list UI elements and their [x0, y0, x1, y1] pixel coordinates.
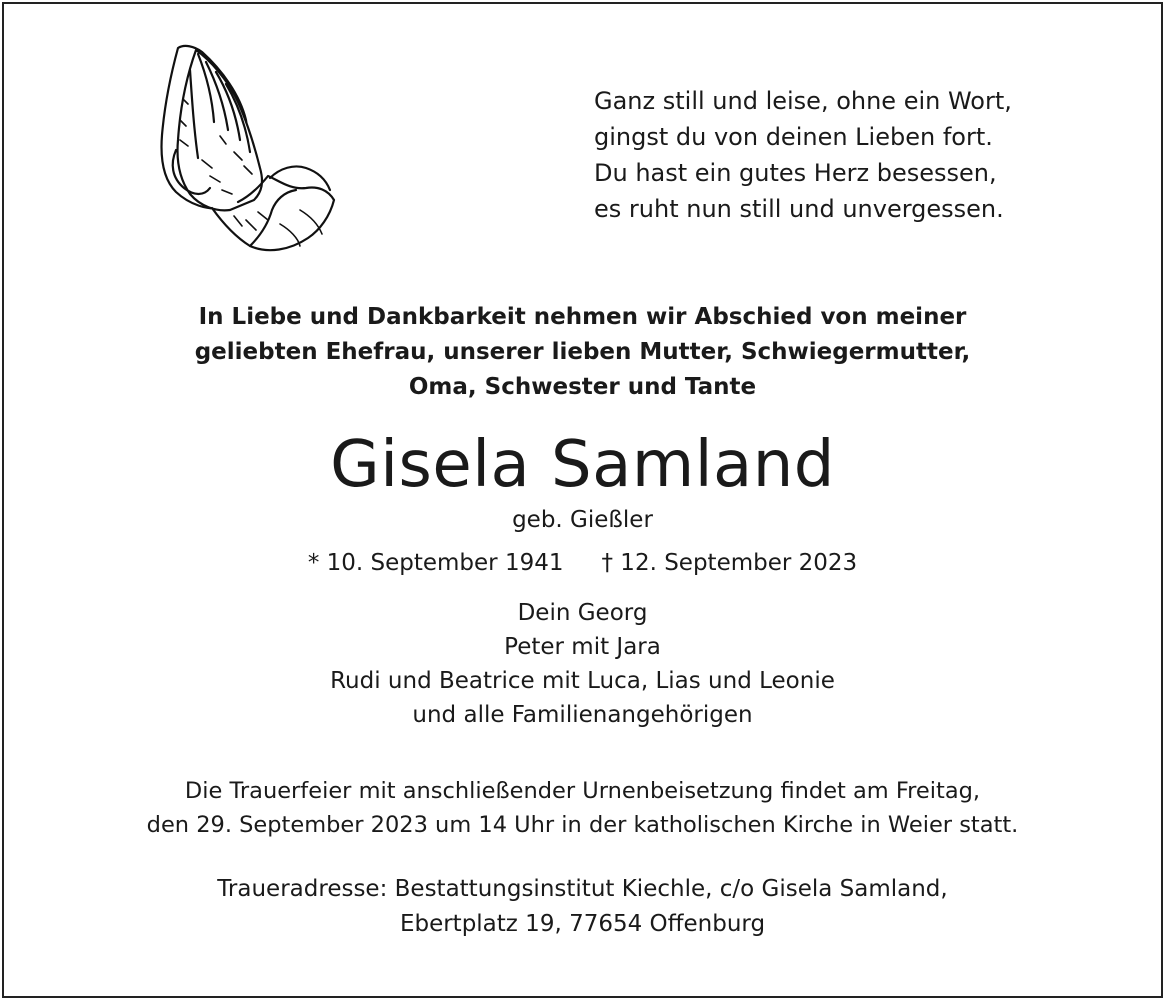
poem-line: gingst du von deinen Lieben fort.	[594, 123, 993, 151]
mourner-line: Peter mit Jara	[504, 634, 661, 660]
ceremony-info	[0, 774, 1165, 842]
mourning-address	[0, 872, 1165, 942]
birth-date: * 10. September 1941	[307, 550, 564, 576]
poem-verse	[594, 83, 1012, 227]
intro-line: In Liebe und Dankbarkeit nehmen wir Abschied von meiner	[198, 304, 967, 330]
praying-hands-icon	[150, 40, 340, 255]
deceased-name: Gisela Samland	[330, 428, 835, 502]
ceremony-line: den 29. September 2023 um 14 Uhr in der katholischen Kirche in Weier statt.	[146, 812, 1019, 838]
poem-line: es ruht nun still und unvergessen.	[594, 195, 1004, 223]
intro-line: Oma, Schwester und Tante	[408, 374, 757, 400]
life-dates	[0, 546, 1165, 580]
poem-line: Ganz still und leise, ohne ein Wort,	[594, 87, 1012, 115]
address-line: Traueradresse: Bestattungsinstitut Kiechle, c/o Gisela Samland,	[217, 876, 948, 902]
farewell-intro	[0, 300, 1165, 405]
mourners-list	[0, 596, 1165, 732]
maiden-name: geb. Gießler	[512, 507, 653, 533]
ceremony-line: Die Trauerfeier mit anschließender Urnenbeisetzung findet am Freitag,	[184, 778, 981, 804]
mourner-line: Rudi und Beatrice mit Luca, Lias und Leonie	[330, 668, 835, 694]
mourner-line: und alle Familienangehörigen	[412, 702, 753, 728]
address-line: Ebertplatz 19, 77654 Offenburg	[399, 911, 766, 937]
poem-line: Du hast ein gutes Herz besessen,	[594, 159, 997, 187]
death-date: † 12. September 2023	[601, 550, 858, 576]
intro-line: geliebten Ehefrau, unserer lieben Mutter, Schwiegermutter,	[194, 339, 971, 365]
mourner-line: Dein Georg	[517, 600, 648, 626]
